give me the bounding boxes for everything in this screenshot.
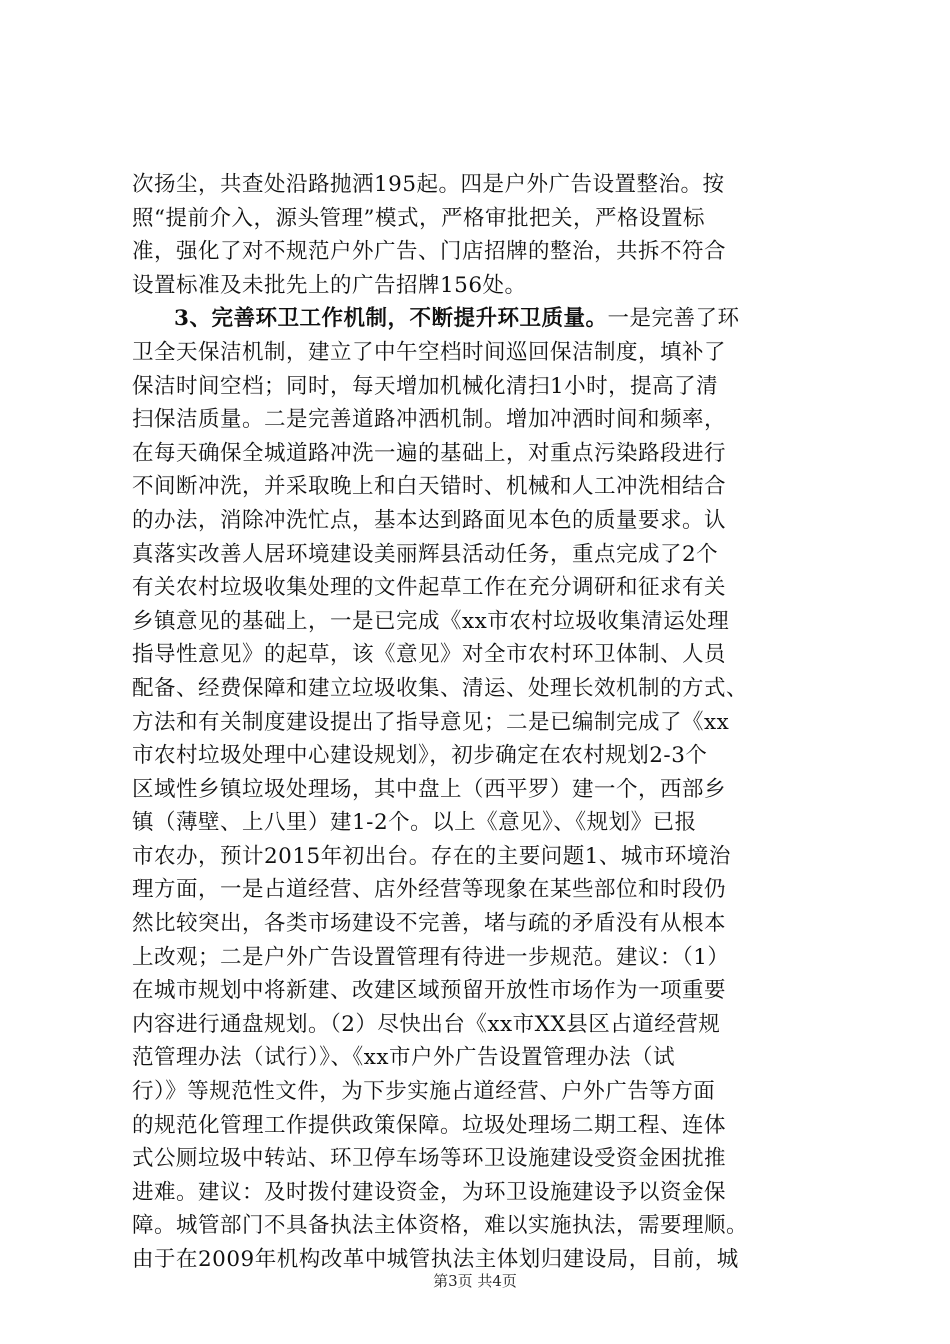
page-number-footer: 第3页 共4页 — [433, 1272, 517, 1290]
text-line-11: 的办法，消除冲洗忙点，基本达到路面见本色的质量要求。认 — [132, 507, 727, 533]
text-line-28: 行）》等规范性文件，为下步实施占道经营、户外广告等方面 — [132, 1079, 716, 1105]
text-line-32: 障。城管部门不具备执法主体资格，难以实施执法，需要理顺。 — [132, 1213, 749, 1239]
text-line-1: 次扬尘，共查处沿路抛洒195起。四是户外广告设置整治。按 — [132, 172, 725, 197]
section-heading-continuation: 一是完善了环 — [607, 306, 740, 332]
text-line-12: 真落实改善人居环境建设美丽辉县活动任务，重点完成了2个 — [132, 541, 719, 567]
section-heading: 3、完善环卫工作机制，不断提升环卫质量。 — [174, 306, 608, 332]
text-line-2: 照“提前介入，源头管理”模式，严格审批把关，严格设置标 — [132, 205, 705, 231]
text-line-19: 区域性乡镇垃圾处理场，其中盘上（西平罗）建一个，西部乡 — [132, 776, 727, 802]
text-line-30: 式公厕垃圾中转站、环卫停车场等环卫设施建设受资金困扰推 — [132, 1146, 727, 1172]
text-line-23: 然比较突出，各类市场建设不完善，堵与疏的矛盾没有从根本 — [132, 911, 727, 937]
body-text — [132, 168, 832, 1277]
text-line-17: 方法和有关制度建设提出了指导意见；二是已编制完成了《xx — [132, 709, 730, 735]
text-line-8: 扫保洁质量。二是完善道路冲洒机制。增加冲洒时间和频率， — [132, 407, 727, 433]
text-line-24: 上改观；二是户外广告设置管理有待进一步规范。建议：（1） — [132, 944, 730, 970]
text-line-15: 指导性意见》的起草，该《意见》对全市农村环卫体制、人员 — [132, 642, 727, 668]
text-line-16: 配备、经费保障和建立垃圾收集、清运、处理长效机制的方式、 — [132, 675, 749, 701]
text-line-31: 进难。建议：及时拨付建设资金，为环卫设施建设予以资金保 — [132, 1179, 727, 1205]
text-line-13: 有关农村垃圾收集处理的文件起草工作在充分调研和征求有关 — [132, 575, 727, 601]
text-line-9: 在每天确保全城道路冲洗一遍的基础上，对重点污染路段进行 — [132, 440, 727, 466]
text-line-33: 由于在2009年机构改革中城管执法主体划归建设局，目前，城 — [132, 1247, 739, 1272]
text-line-20: 镇（薄壁、上八里）建1-2个。以上《意见》、《规划》已报 — [132, 810, 697, 836]
text-line-14: 乡镇意见的基础上，一是已完成《xx市农村垃圾收集清运处理 — [132, 608, 730, 634]
text-line-27: 范管理办法（试行）》、《xx市户外广告设置管理办法（试 — [132, 1045, 676, 1071]
section-heading-line — [132, 302, 832, 336]
text-line-22: 理方面，一是占道经营、店外经营等现象在某些部位和时段仍 — [132, 877, 727, 903]
text-line-25: 在城市规划中将新建、改建区域预留开放性市场作为一项重要 — [132, 978, 727, 1004]
text-line-7: 保洁时间空档；同时，每天增加机械化清扫1小时，提高了清 — [132, 373, 719, 399]
text-line-18: 市农村垃圾处理中心建设规划》，初步确定在农村规划2-3个 — [132, 743, 708, 769]
text-line-10: 不间断冲洗，并采取晚上和白天错时、机械和人工冲洗相结合 — [132, 474, 727, 500]
text-line-29: 的规范化管理工作提供政策保障。垃圾处理场二期工程、连体 — [132, 1112, 727, 1138]
text-line-26: 内容进行通盘规划。（2）尽快出台《xx市XX县区占道经营规 — [132, 1011, 721, 1037]
text-line-3: 准，强化了对不规范户外广告、门店招牌的整治，共拆不符合 — [132, 239, 727, 265]
text-line-4: 设置标准及未批先上的广告招牌156处。 — [132, 272, 527, 298]
text-line-21: 市农办，预计2015年初出台。存在的主要问题1、城市环境治 — [132, 843, 731, 869]
text-line-6: 卫全天保洁机制，建立了中午空档时间巡回保洁制度，填补了 — [132, 339, 727, 365]
